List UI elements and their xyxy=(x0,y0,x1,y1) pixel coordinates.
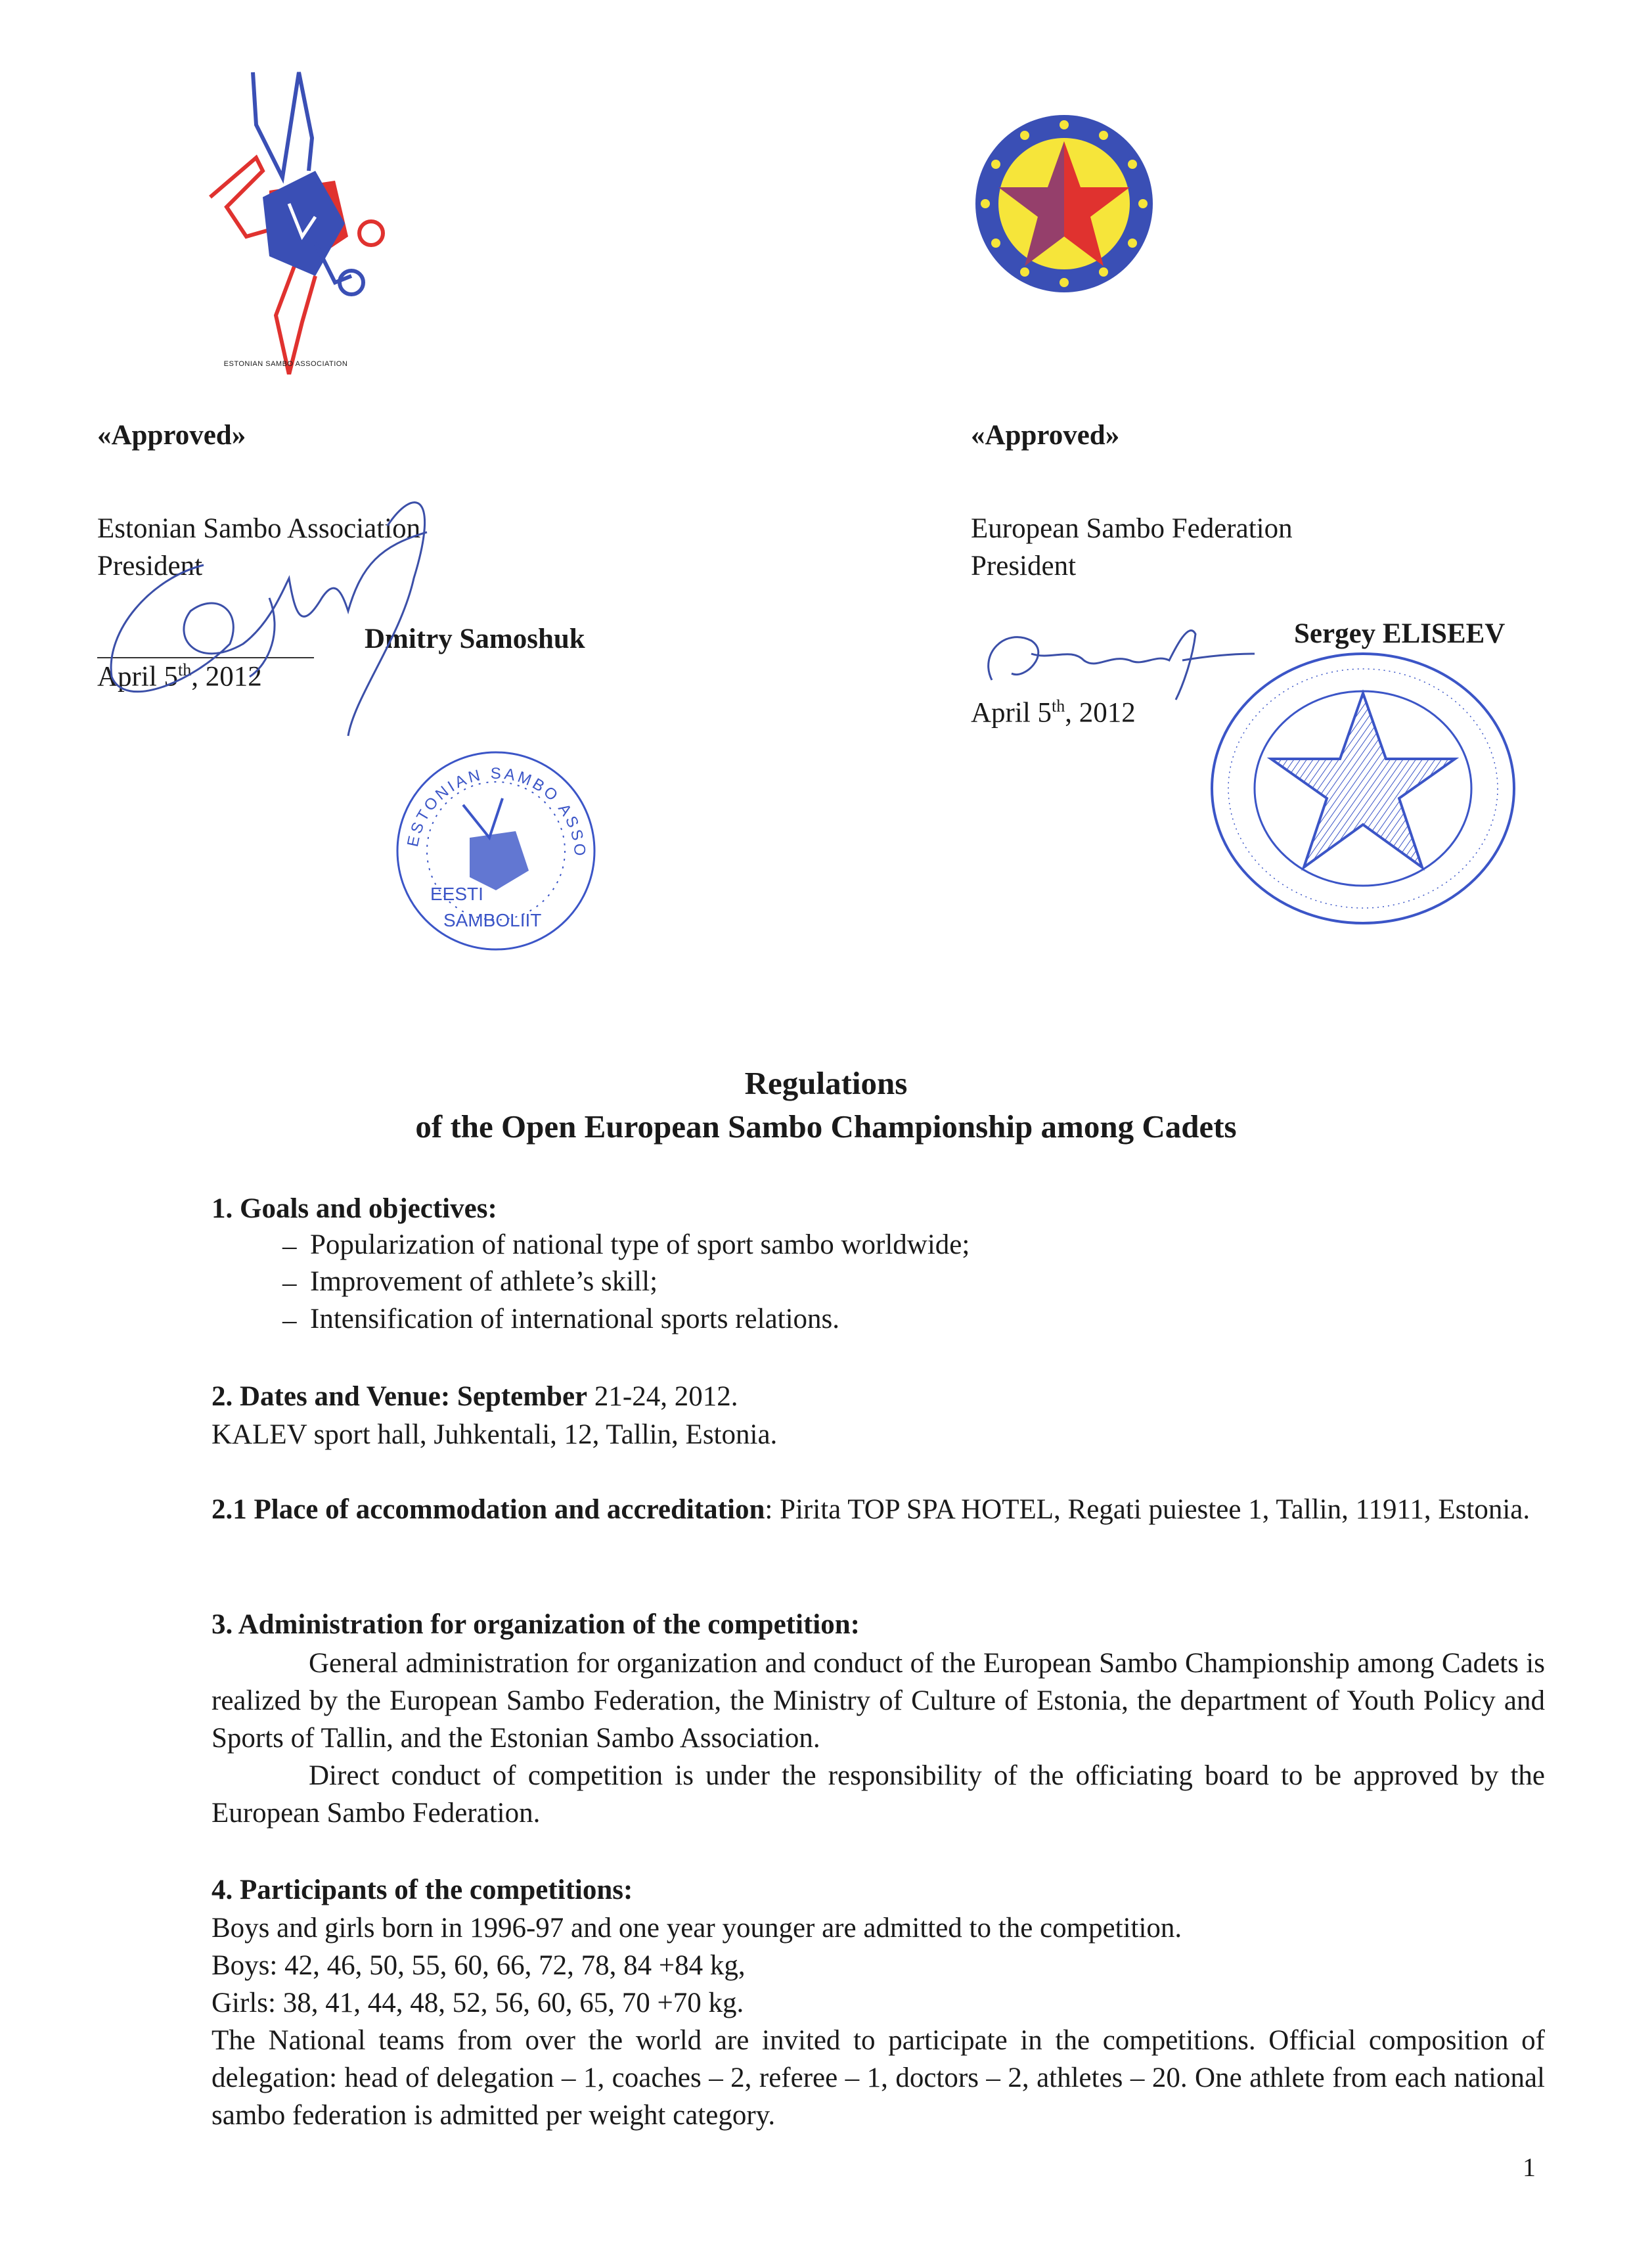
document-title: Regulations xyxy=(744,1065,908,1101)
section-4-boys-weights: Boys: 42, 46, 50, 55, 60, 66, 72, 78, 84 +84 kg, xyxy=(212,1950,746,1981)
section-3-paragraph-2: Direct conduct of competition is under the responsibility of the officiating board to be approved by the European Sambo Federation. xyxy=(212,1760,1545,1829)
left-position: President xyxy=(97,551,203,581)
left-date-main: April 5 xyxy=(97,661,179,693)
page-number: 1 xyxy=(1523,2152,1536,2182)
bullet-dash: – xyxy=(282,1231,297,1262)
section-2-1-text: : Pirita TOP SPA HOTEL, Regati puiestee 1, Tallin, 11911, Estonia. xyxy=(765,1494,1530,1525)
right-date-suffix: th xyxy=(1052,696,1065,716)
right-organization: European Sambo Federation xyxy=(971,513,1293,544)
left-handwritten-signature xyxy=(72,480,480,742)
right-date-main: April 5 xyxy=(971,697,1052,729)
left-date-suffix: th xyxy=(178,660,192,679)
section-4-girls-weights: Girls: 38, 41, 44, 48, 52, 56, 60, 65, 70 +70 kg. xyxy=(212,1988,744,2018)
section-3-paragraph-1: General administration for organization and conduct of the European Sambo Championship among Cadets is realized by the European Sambo Federation, the Ministry of Culture of Estonia, the department of Youth Policy and Sports of Tallin, and the Estonian Sambo Association. xyxy=(212,1648,1545,1754)
sambo-wrestlers-icon xyxy=(184,66,401,375)
section-2-1 xyxy=(212,1491,1545,1528)
estonian-sambo-association-seal xyxy=(391,746,601,956)
left-approved-label: «Approved» xyxy=(97,420,246,451)
section-2-dates: 21-24, 2012. xyxy=(587,1381,738,1412)
right-signer-name: Sergey ELISEEV xyxy=(1294,618,1506,649)
section-1-heading: 1. Goals and objectives: xyxy=(212,1193,497,1224)
section-4-line-1: Boys and girls born in 1996-97 and one year younger are admitted to the competition. xyxy=(212,1913,1182,1944)
seal-top-text: ESTONIAN SAMBO ASSO xyxy=(403,764,589,859)
document-subtitle: of the Open European Sambo Championship among Cadets xyxy=(415,1108,1237,1145)
section-2-heading-bold: 2. Dates and Venue: September xyxy=(212,1381,588,1412)
section-3-heading: 3. Administration for organization of the competition: xyxy=(212,1609,860,1640)
section-4-heading: 4. Participants of the competitions: xyxy=(212,1875,633,1905)
seal-bottom-text-1: EESTI xyxy=(430,884,483,904)
left-organization: Estonian Sambo Association xyxy=(97,513,421,544)
section-4-paragraph: The National teams from over the world are invited to participate in the competitions. Official composition of delegation: head of delegation – 1, coaches – 2, referee – 1, doctors – 2, athletes – 20. One athlete from each national sambo federation is admitted per weight category. xyxy=(212,2025,1545,2131)
right-date-year: , 2012 xyxy=(1065,697,1136,729)
section-1-bullet: Improvement of athlete’s skill; xyxy=(310,1266,658,1297)
bullet-dash: – xyxy=(282,1267,297,1298)
section-1-bullet: Popularization of national type of sport sambo worldwide; xyxy=(310,1229,970,1260)
section-1-bullet: Intensification of international sports relations. xyxy=(310,1304,840,1334)
european-sambo-federation-logo xyxy=(972,112,1156,296)
estonian-sambo-association-logo xyxy=(184,66,401,375)
section-2-venue: KALEV sport hall, Juhkentali, 12, Tallin, Estonia. xyxy=(212,1419,778,1450)
section-2-heading xyxy=(212,1378,738,1415)
european-sambo-federation-seal xyxy=(1205,647,1521,930)
bullet-dash: – xyxy=(282,1305,297,1336)
left-date-year: , 2012 xyxy=(191,661,262,693)
star-emblem-icon xyxy=(972,112,1156,296)
right-approved-label: «Approved» xyxy=(971,420,1120,451)
left-signer-name: Dmitry Samoshuk xyxy=(365,624,585,654)
section-2-1-heading: 2.1 Place of accommodation and accreditation xyxy=(212,1494,765,1525)
seal-bottom-text-2: SAMBOLIIT xyxy=(443,910,542,930)
logo-caption: ESTONIAN SAMBO ASSOCIATION xyxy=(223,360,348,368)
right-position: President xyxy=(971,551,1077,581)
